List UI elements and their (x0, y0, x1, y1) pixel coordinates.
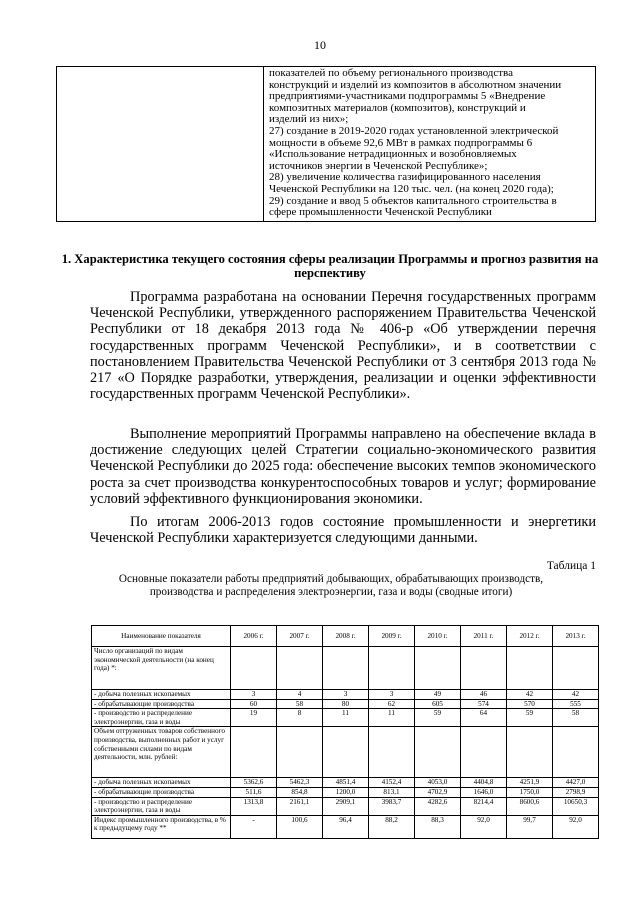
value-cell (415, 647, 461, 690)
value-cell (369, 647, 415, 690)
value-cell: 1200,0 (323, 787, 369, 797)
continuation-line: сфере промышленности Чеченской Республики (269, 206, 492, 219)
continuation-line: 28) увеличение количества газифицированного населения (269, 171, 541, 184)
value-cell: 4152,4 (369, 778, 415, 788)
value-cell: 11 (323, 709, 369, 727)
value-cell: 3983,7 (369, 797, 415, 815)
value-cell: 4427,0 (553, 778, 599, 788)
value-cell: 2161,1 (277, 797, 323, 815)
section-title: 1. Характеристика текущего состояния сферы реализации Программы и прогноз развития на перспективу (61, 252, 599, 280)
value-cell: 2909,1 (323, 797, 369, 815)
value-cell: 511,6 (231, 787, 277, 797)
indicator-name-cell: Индекс промышленного производства, в % к предыдущему году ** (92, 815, 231, 838)
table-row (92, 647, 599, 690)
value-cell: 574 (461, 699, 507, 709)
value-cell: 813,1 (369, 787, 415, 797)
value-cell (277, 727, 323, 778)
value-cell (507, 727, 553, 778)
value-cell: 3 (323, 690, 369, 700)
value-cell (369, 727, 415, 778)
continuation-left-cell (57, 67, 264, 222)
value-cell: 4404,8 (461, 778, 507, 788)
paragraph: Программа разработана на основании Перечня государственных программ Чеченской Республики, утвержденного распоряжением Правительства Чеченской Республики от 18 декабря 2013 года № 406-р «Об утверждении перечня государственных программ Чеченской Республики», и в соответствии с постановлением Правительства Чеченской Республики от 3 сентября 2013 года № 217 «О Порядке разработки, утверждения, реализации и оценки эффективности государственных программ Чеченской Республики». (90, 289, 596, 403)
table-row (92, 709, 599, 727)
value-cell: 555 (553, 699, 599, 709)
value-cell: 4053,0 (415, 778, 461, 788)
value-cell: 100,6 (277, 815, 323, 838)
value-cell: 854,8 (277, 787, 323, 797)
value-cell: 8600,6 (507, 797, 553, 815)
header-year-cell: 2008 г. (323, 626, 369, 647)
value-cell: 570 (507, 699, 553, 709)
value-cell: 3 (231, 690, 277, 700)
table-body (92, 647, 599, 839)
value-cell: 1313,8 (231, 797, 277, 815)
continuation-line: «Использование нетрадиционных и возобновляемых (269, 148, 517, 161)
value-cell: 5462,3 (277, 778, 323, 788)
value-cell: 42 (553, 690, 599, 700)
continuation-line: источников энергии в Чеченской Республике»; (269, 159, 488, 172)
value-cell (415, 727, 461, 778)
value-cell (507, 647, 553, 690)
value-cell: 92,0 (553, 815, 599, 838)
continuation-table (56, 66, 596, 222)
value-cell: 605 (415, 699, 461, 709)
indicator-name-cell: - обрабатывающие производства (92, 699, 231, 709)
value-cell (323, 647, 369, 690)
value-cell: 58 (277, 699, 323, 709)
continuation-line: композитных материалов (композитов), конструкций и (269, 101, 526, 114)
value-cell: 8214,4 (461, 797, 507, 815)
table-row (92, 727, 599, 778)
continuation-line: Чеченской Республики на 120 тыс. чел. (на конец 2020 года); (269, 182, 554, 195)
value-cell: 92,0 (461, 815, 507, 838)
value-cell: 1750,0 (507, 787, 553, 797)
value-cell: 3 (369, 690, 415, 700)
indicator-name-cell: - добыча полезных ископаемых (92, 690, 231, 700)
value-cell: 88,3 (415, 815, 461, 838)
value-cell: 8 (277, 709, 323, 727)
value-cell: 59 (507, 709, 553, 727)
value-cell: 64 (461, 709, 507, 727)
continuation-line: 27) создание в 2019-2020 годах установленной электрической (269, 124, 559, 137)
value-cell: 88,2 (369, 815, 415, 838)
table-label: Таблица 1 (546, 560, 596, 572)
table-row (92, 815, 599, 838)
value-cell: 2798,9 (553, 787, 599, 797)
header-year-cell: 2006 г. (231, 626, 277, 647)
continuation-line: предприятиями-участниками подпрограммы 5 «Внедрение (269, 90, 546, 103)
table-row (92, 699, 599, 709)
value-cell (461, 727, 507, 778)
value-cell (231, 727, 277, 778)
value-cell: 96,4 (323, 815, 369, 838)
table-header-row (92, 626, 599, 647)
value-cell: 80 (323, 699, 369, 709)
continuation-line: конструкций и изделий из композитов в абсолютном значении (269, 78, 562, 91)
header-year-cell: 2007 г. (277, 626, 323, 647)
value-cell: 4251,9 (507, 778, 553, 788)
continuation-right-cell (264, 67, 596, 222)
value-cell: 19 (231, 709, 277, 727)
value-cell (553, 727, 599, 778)
indicators-table (91, 625, 599, 839)
value-cell (323, 727, 369, 778)
value-cell: 42 (507, 690, 553, 700)
value-cell: 62 (369, 699, 415, 709)
value-cell: 60 (231, 699, 277, 709)
table-row (92, 690, 599, 700)
value-cell (231, 647, 277, 690)
continuation-line: 29) создание и ввод 5 объектов капитального строительства в (269, 194, 557, 207)
value-cell: 4702,9 (415, 787, 461, 797)
value-cell: 5362,6 (231, 778, 277, 788)
paragraph: По итогам 2006-2013 годов состояние промышленности и энергетики Чеченской Республики характеризуется следующими данными. (90, 514, 596, 547)
value-cell: 46 (461, 690, 507, 700)
table-row (92, 797, 599, 815)
indicator-name-cell: - обрабатывающие производства (92, 787, 231, 797)
header-name-cell: Наименование показателя (92, 626, 231, 647)
value-cell: 58 (553, 709, 599, 727)
paragraph: Выполнение мероприятий Программы направлено на обеспечение вклада в достижение следующих целей Стратегии социально-экономического развития Чеченской Республики до 2025 года: обеспечение высоких темпов экономического роста за счет производства конкурентоспособных товаров и услуг; формирование условий эффективного функционирования экономики. (90, 426, 596, 507)
table-row (92, 778, 599, 788)
header-year-cell: 2011 г. (461, 626, 507, 647)
header-year-cell: 2013 г. (553, 626, 599, 647)
value-cell (461, 647, 507, 690)
value-cell (277, 647, 323, 690)
value-cell: 4851,4 (323, 778, 369, 788)
continuation-line: изделий из них»; (269, 113, 349, 126)
indicator-name-cell: - добыча полезных ископаемых (92, 778, 231, 788)
table-row (92, 787, 599, 797)
header-year-cell: 2012 г. (507, 626, 553, 647)
header-year-cell: 2010 г. (415, 626, 461, 647)
indicator-name-cell: Число организаций по видам экономической деятельности (на конец года) *: (92, 647, 231, 690)
indicator-name-cell: - производство и распределение электроэнергии, газа и воды (92, 797, 231, 815)
value-cell (553, 647, 599, 690)
header-year-cell: 2009 г. (369, 626, 415, 647)
page-number: 10 (314, 38, 326, 52)
indicator-name-cell: - производство и распределение электроэнергии, газа и воды (92, 709, 231, 727)
value-cell: 99,7 (507, 815, 553, 838)
value-cell: - (231, 815, 277, 838)
value-cell: 59 (415, 709, 461, 727)
value-cell: 4 (277, 690, 323, 700)
continuation-line: мощности в объеме 92,6 МВт в рамках подпрограммы 6 (269, 136, 533, 149)
value-cell: 11 (369, 709, 415, 727)
value-cell: 4282,6 (415, 797, 461, 815)
value-cell: 49 (415, 690, 461, 700)
indicator-name-cell: Объем отгруженных товаров собственного производства, выполненных работ и услуг собственными силами по видам деятельности, млн. рублей: (92, 727, 231, 778)
value-cell: 10650,3 (553, 797, 599, 815)
table-title: Основные показатели работы предприятий добывающих, обрабатывающих производств, производства и распределения электроэнергии, газа и воды (сводные итоги) (118, 573, 544, 598)
continuation-line: показателей по объему регионального производства (269, 67, 513, 79)
value-cell: 1646,0 (461, 787, 507, 797)
